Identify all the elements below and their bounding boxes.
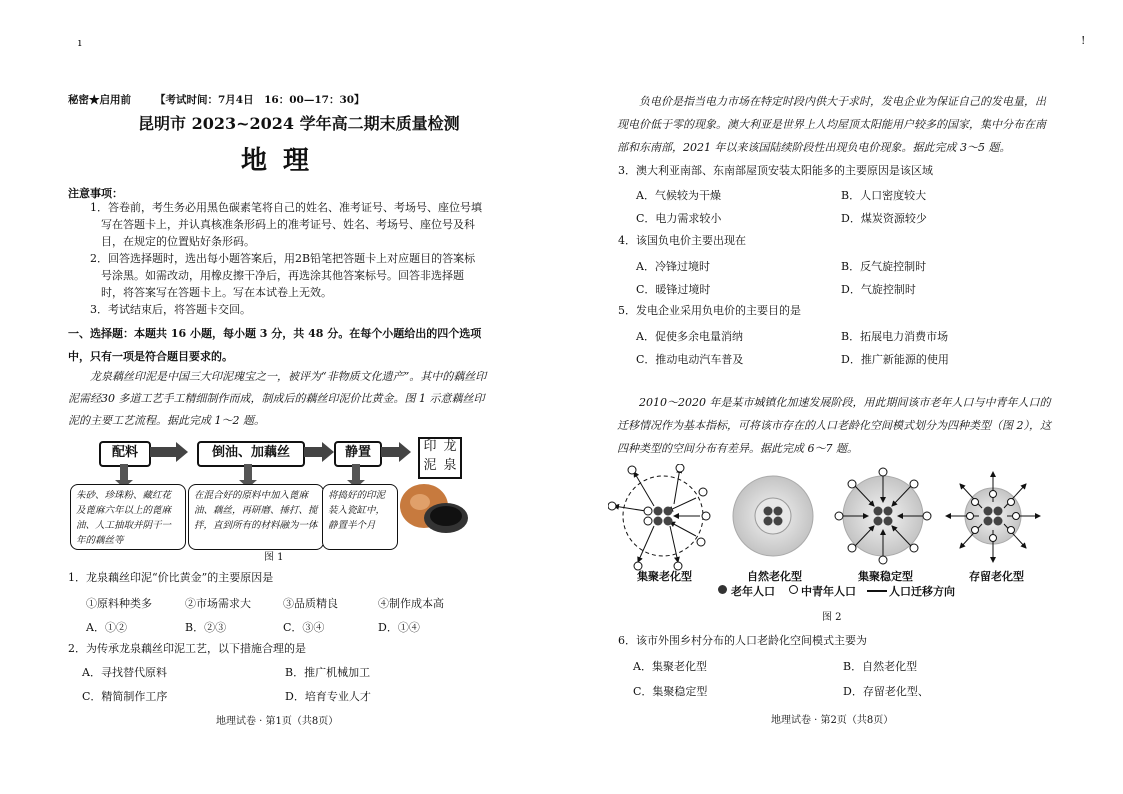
exam-time: 【考试时间：7月4日 16：00—17：30】 — [155, 94, 365, 106]
q2-option-a: A．寻找替代原料 — [82, 666, 167, 679]
q2-option-d: D．培育专业人才 — [285, 690, 371, 703]
flow-desc-3: 将捣好的印泥装入瓷缸中，静置半个月 — [322, 484, 398, 550]
diagram-natural-aging — [733, 476, 813, 556]
core-circle — [755, 498, 791, 534]
q5-option-b: B．拓展电力消费市场 — [841, 330, 949, 343]
diagram-cluster-aging — [608, 464, 710, 570]
q6-option-b: B．自然老化型 — [843, 660, 918, 673]
q1-option-c: C．③④ — [283, 621, 325, 634]
legend-migration: 人口迁移方向 — [889, 585, 955, 598]
q6-option-d: D．存留老化型、 — [843, 685, 929, 698]
q6-stem: 6．该市外围乡村分布的人口老龄化空间模式主要为 — [618, 634, 867, 647]
q2-option-b: B．推广机械加工 — [285, 666, 371, 679]
page-footer: 地理试卷 · 第1页（共8页） — [216, 716, 339, 727]
passage-3: 2010～2020 年是某市城镇化加速发展阶段，用此期间该市老年人口与中青年人口的迁移情况作为基本指标，可将该市存在的人口老龄化空间模式划分为四种类型（图 2），这四种类型的空间分布有差异。据此完成 6～7 题。 — [617, 396, 1051, 455]
q4-option-d: D．气旋控制时 — [841, 283, 916, 296]
flow-arrow-2-head — [322, 442, 334, 462]
seal-char: 印 — [423, 439, 437, 454]
figure-1-caption: 图 1 — [264, 552, 284, 563]
flow-step-1: 配料 — [99, 441, 151, 467]
subject-title: 地理 — [241, 146, 326, 176]
youth-dot-icon — [789, 585, 798, 594]
seal-char: 龙 — [443, 439, 457, 454]
scan-mark: ! — [1081, 34, 1086, 47]
q1-option-b: B．②③ — [185, 621, 227, 634]
passage-1: 龙泉藕丝印泥是中国三大印泥瑰宝之一，被评为“非物质文化遗产”。其中的藕丝印泥需经30 多道工艺手工精细制作而成，制成后的藕丝印泥价比黄金。图 1 示意藕丝印泥的主要工艺流程。据此完成 1～2 题。 — [68, 370, 487, 427]
q2-stem: 2．为传承龙泉藕丝印泥工艺，以下措施合理的是 — [68, 642, 306, 655]
flow-arrow-2 — [304, 447, 322, 457]
notice-heading: 注意事项： — [68, 187, 123, 200]
q1-item: ①原料种类多 — [86, 597, 152, 610]
inkpad-image — [398, 476, 470, 536]
type-label-4: 存留老化型 — [969, 570, 1024, 583]
flow-desc-1: 朱砂、珍珠粉、藏红花及蓖麻六年以上的蓖麻油、人工抽取并阴干一年的藕丝等 — [70, 484, 186, 550]
left-page — [0, 0, 561, 794]
right-page — [561, 0, 1122, 794]
q1-option-d: D．①④ — [378, 621, 420, 634]
flow-arrow-1-head — [176, 442, 188, 462]
q4-option-c: C．暖锋过境时 — [636, 283, 711, 296]
flow-arrow-3 — [381, 447, 399, 457]
seal-char: 泥 — [423, 458, 437, 473]
inkpad-ink — [430, 506, 462, 526]
secrecy-note: 秘密★启用前 — [68, 94, 131, 106]
q5-option-a: A．促使多余电量消纳 — [636, 330, 743, 343]
q6-option-c: C．集聚稳定型 — [633, 685, 708, 698]
scan-mark: ı — [78, 36, 82, 49]
down-arrow-3 — [352, 464, 360, 480]
migration-arrow-icon — [867, 590, 887, 592]
q1-stem: 1．龙泉藕丝印泥“价比黄金”的主要原因是 — [68, 571, 274, 584]
exam-title: 昆明市 2023~2024 学年高二期末质量检测 — [138, 114, 460, 133]
type-label-3: 集聚稳定型 — [858, 570, 913, 583]
q1-item: ②市场需求大 — [185, 597, 251, 610]
q4-stem: 4．该国负电价主要出现在 — [618, 234, 746, 247]
notice-2: 2．回答选择题时，选出每小题答案后，用2B铅笔把答题卡上对应题目的答案标号涂黑。如需改动，用橡皮擦干净后，再选涂其他答案标号。回答非选择题时，将答案写在答题卡上。写在本试卷上无效。 — [90, 252, 476, 299]
flow-arrow-3-head — [399, 442, 411, 462]
flow-step-2: 倒油、加藕丝 — [197, 441, 305, 467]
type-label-1: 集聚老化型 — [637, 570, 692, 583]
q2-option-c: C．精简制作工序 — [82, 690, 168, 703]
figure-2-caption: 图 2 — [822, 612, 842, 623]
passage-2: 负电价是指当电力市场在特定时段内供大于求时，发电企业为保证自己的发电量，出现电价低于零的现象。澳大利亚是世界上人均屋顶太阳能用户较多的国家，集中分布在南部和东南部，2021 年以来该国陆续阶段性出现负电价现象。据此完成 3～5 题。 — [617, 95, 1046, 154]
q3-option-d: D．煤炭资源较少 — [841, 212, 927, 225]
population-dots — [608, 464, 710, 570]
seal-char: 泉 — [443, 458, 457, 473]
diagram-retained-aging — [946, 472, 1040, 562]
q1-option-a: A．①② — [86, 621, 127, 634]
notice-3: 3．考试结束后，将答题卡交回。 — [90, 303, 251, 316]
legend-youth: 中青年人口 — [801, 585, 856, 598]
inkpad-highlight — [410, 494, 430, 510]
down-arrow-2 — [244, 464, 252, 480]
flow-desc-2: 在混合好的原料中加入蓖麻油、藕丝，再研磨、捶打、搅拌，直到所有的材料融为一体 — [188, 484, 324, 550]
q5-stem: 5．发电企业采用负电价的主要目的是 — [618, 304, 801, 317]
q1-item: ③品质精良 — [283, 597, 338, 610]
q4-option-b: B．反气旋控制时 — [841, 260, 927, 273]
section-heading: 一、选择题：本题共 16 小题，每小题 3 分，共 48 分。在每个小题给出的四个选项中，只有一项是符合题目要求的。 — [68, 327, 482, 363]
q3-stem: 3．澳大利亚南部、东南部屋顶安装太阳能多的主要原因是该区域 — [618, 164, 933, 177]
q3-option-a: A．气候较为干燥 — [636, 189, 721, 202]
flow-step-3: 静置 — [334, 441, 382, 467]
q4-option-a: A．冷锋过境时 — [636, 260, 710, 273]
q3-option-c: C．电力需求较小 — [636, 212, 722, 225]
type-label-2: 自然老化型 — [747, 570, 802, 583]
elderly-dot-icon — [718, 585, 727, 594]
notice-1: 1．答卷前，考生务必用黑色碳素笔将自己的姓名、准考证号、考场号、座位号填写在答题卡上，并认真核准条形码上的准考证号、姓名、考场号、座位号及科目，在规定的位置贴好条形码。 — [90, 201, 482, 248]
q3-option-b: B．人口密度较大 — [841, 189, 927, 202]
q5-option-d: D．推广新能源的使用 — [841, 353, 949, 366]
seal-stamp — [418, 437, 462, 479]
diagram-cluster-stable — [835, 468, 931, 564]
flow-arrow-1 — [150, 447, 176, 457]
q1-item: ④制作成本高 — [378, 597, 444, 610]
page-footer: 地理试卷 · 第2页（共8页） — [771, 715, 894, 726]
figure-2-diagrams — [608, 464, 1058, 584]
q5-option-c: C．推动电动汽车普及 — [636, 353, 744, 366]
down-arrow-1 — [120, 464, 128, 480]
legend-elderly: 老年人口 — [731, 585, 775, 598]
q6-option-a: A．集聚老化型 — [633, 660, 707, 673]
